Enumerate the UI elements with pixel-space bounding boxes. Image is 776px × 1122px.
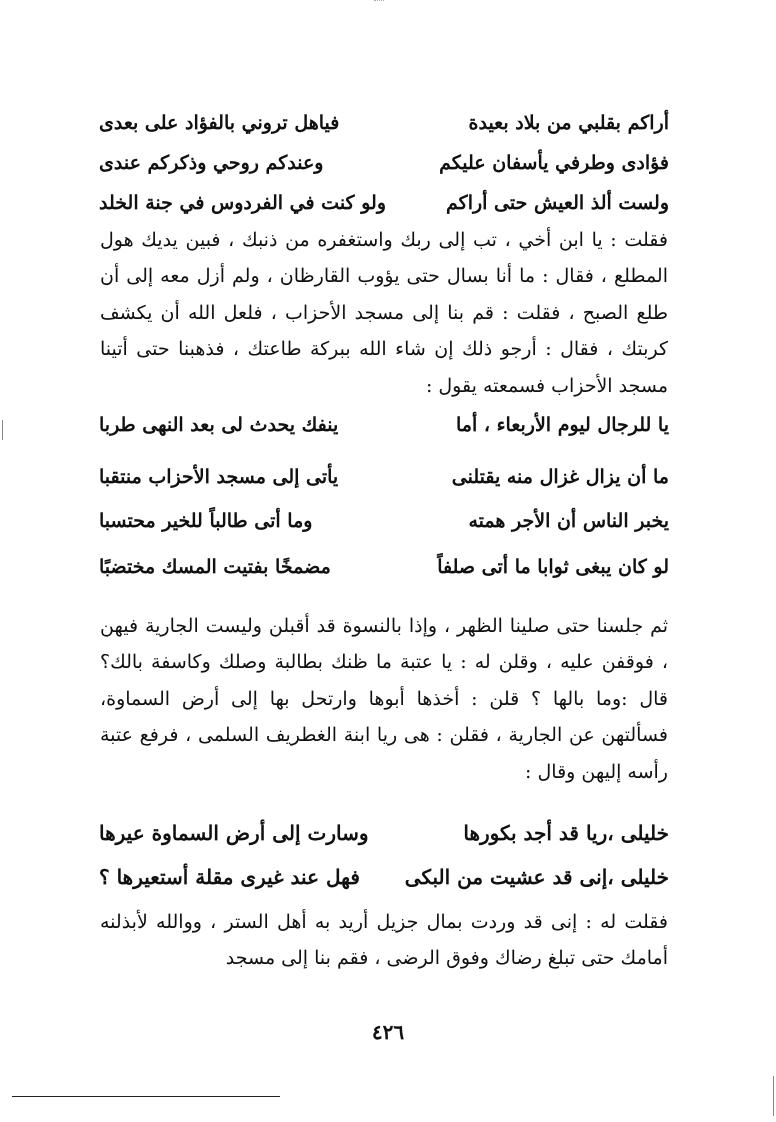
verse-hemistich-left: فهل عند غيرى مقلة أستعيرها ؟	[99, 865, 360, 889]
prose-text: فقلت له : إنى قد وردت بمال جزيل أريد به أهل الستر ، ووالله لأبذلنه أمامك حتى تبلغ رضاك وفوق الرضى ، فقم بنا إلى مسجد	[100, 911, 668, 970]
page-number: ٤٢٦	[371, 1020, 405, 1044]
poem1-verse-1	[95, 106, 675, 142]
verse-hemistich-right: خليلى ،ريا قد أجد بكورها	[463, 821, 669, 845]
verse-hemistich-right: يخبر الناس أن الأجر همته	[468, 510, 669, 532]
poem2-verse-2	[95, 460, 675, 496]
verse-hemistich-left: ينفك يحدث لى بعد النهى طربا	[99, 414, 339, 436]
prose-paragraph-2	[100, 608, 668, 790]
verse-hemistich-right: يا للرجال ليوم الأربعاء ، أما	[456, 414, 669, 436]
prose-paragraph-1	[100, 222, 668, 404]
poem2-verse-1	[95, 408, 675, 444]
poem1-verse-2	[95, 146, 675, 182]
poem2-verse-3	[95, 504, 675, 540]
poem1-verse-3	[95, 186, 675, 222]
poem3-verse-1	[95, 816, 675, 852]
verse-hemistich-right: خليلى ،إنى قد عشيت من البكى	[404, 865, 669, 889]
verse-hemistich-right: ولست ألذ العيش حتى أراكم	[446, 192, 669, 214]
verse-hemistich-left: وعندكم روحي وذكركم عندى	[99, 152, 324, 174]
footer-rule	[12, 1096, 280, 1097]
prose-paragraph-3	[100, 904, 668, 977]
poem3-verse-2	[95, 860, 675, 896]
prose-text: ثم جلسنا حتى صلينا الظهر ، وإذا بالنسوة قد أقبلن وليست الجارية فيهن ، فوقفن عليه ، وقلن له : يا عتبة ما ظنك بطالبة وصلك وكاسفة بالك؟ قال :وما بالها ؟ قلن : أخذها أبوها وارتحل بها إلى أرض السماوة، فسألتهن عن الجارية ، فقلن : هى ريا ابنة الغطريف السلمى ، فرفع عتبة رأسه إليهن وقال :	[100, 615, 668, 783]
verse-hemistich-left: وما أتى طالباً للخير محتسبا	[99, 510, 313, 532]
verse-hemistich-left: ولو كنت في الفردوس في جنة الخلد	[99, 192, 386, 214]
poem2-verse-4	[95, 550, 675, 586]
verse-hemistich-right: ما أن يزال غزال منه يقتلنى	[451, 466, 669, 488]
verse-hemistich-left: يأتى إلى مسجد الأحزاب منتقبا	[99, 466, 339, 488]
verse-hemistich-left: فياهل تروني بالفؤاد على بعدى	[99, 112, 340, 134]
scan-edge-mark	[2, 420, 3, 440]
verse-hemistich-left: وسارت إلى أرض السماوة عيرها	[99, 821, 369, 845]
verse-hemistich-right: لو كان يبغى ثوابا ما أتى صلفاً	[437, 556, 669, 578]
verse-hemistich-left: مضمخًا بفتيت المسك مختضبًا	[99, 556, 331, 578]
prose-text: فقلت : يا ابن أخي ، تب إلى ربك واستغفره من ذنبك ، فبين يديك هول المطلع ، فقال : ما أنا بسال حتى يؤوب القارظان ، ولم أزل معه إلى أن طلع الصبح ، فقلت : قم بنا إلى مسجد الأحزاب ، فلعل الله أن يكشف كربتك ، فقال : أرجو ذلك إن شاء الله ببركة طاعتك ، فذهبنا حتى أتينا مسجد الأحزاب فسمعته يقول :	[100, 229, 668, 397]
scan-edge-mark	[773, 1076, 774, 1116]
top-dotted-mark	[374, 0, 384, 11]
verse-hemistich-right: فؤادى وطرفي يأسفان عليكم	[439, 152, 669, 174]
verse-hemistich-right: أراكم بقلبي من بلاد بعيدة	[468, 112, 669, 134]
